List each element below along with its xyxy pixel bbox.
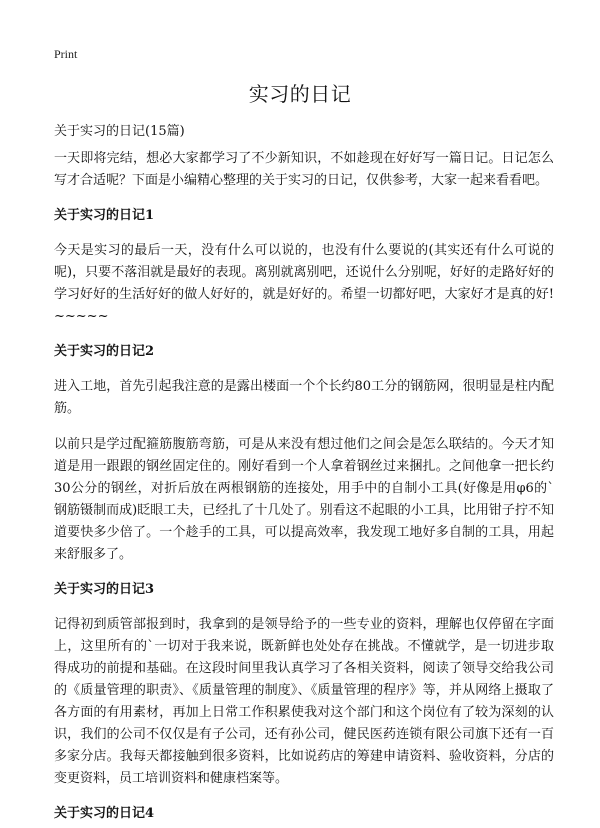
- section-heading: 关于实习的日记2: [54, 344, 155, 359]
- section-3: [54, 580, 554, 790]
- document-body: [54, 148, 554, 828]
- document-title: 实习的日记: [248, 82, 352, 106]
- section-paragraph: 以前只是学过配箍筋腹筋弯筋，可是从来没有想过他们之间会是怎么联结的。今天才知道是用一跟跟的钢丝固定住的。刚好看到一个人拿着钢丝过来捆扎。之间他拿一把长约30公分的钢丝，对折后放在两根钢筋的连接处，用手中的自制小工具(好像是用φ6的`钢筋镊制而成)眨眼工夫，已经扎了十几处了。别看这不起眼的小工具，比用钳子拧不知道要快多少倍了。一个趁手的工具，可以提高效率，我发现工地好多自制的工具，用起来舒服多了。: [54, 437, 554, 562]
- intro-paragraph: 一天即将完结，想必大家都学习了不少新知识，不如趁现在好好写一篇日记。日记怎么写才合适呢？下面是小编精心整理的关于实习的日记，仅供参考，大家一起来看看吧。: [54, 151, 554, 188]
- document-subtitle: 关于实习的日记(15篇): [54, 124, 185, 139]
- section-heading: 关于实习的日记3: [54, 582, 155, 597]
- section-1: [54, 206, 554, 328]
- section-4: [54, 804, 554, 824]
- section-paragraph: 进入工地，首先引起我注意的是露出楼面一个个长约80工分的钢筋网，很明显是柱内配筋。: [54, 379, 554, 416]
- print-label[interactable]: Print: [54, 47, 78, 61]
- section-heading: 关于实习的日记1: [54, 208, 155, 223]
- section-2: [54, 342, 554, 566]
- section-heading: 关于实习的日记4: [54, 806, 155, 821]
- section-paragraph: 今天是实习的最后一天，没有什么可以说的，也没有什么要说的(其实还有什么可说的呢)，只要不落泪就是最好的表现。离别就离别吧，还说什么分别呢，好好的走路好好的学习好好的生活好好的做人好好的，就是好好的。希望一切都好吧，大家好才是真的好!~~~~~: [54, 243, 554, 324]
- section-paragraph: 记得初到质管部报到时，我拿到的是领导给予的一些专业的资料，理解也仅停留在字面上，这里所有的`一切对于我来说，既新鲜也处处存在挑战。不懂就学，是一切进步取得成功的前提和基础。在这段时间里我认真学习了各相关资料，阅读了领导交给我公司的《质量管理的职责》、《质量管理的制度》、《质量管理的程序》等，并从网络上摄取了各方面的有用素材，再加上日常工作积累使我对这个部门和这个岗位有了较为深刻的认识，我们的公司不仅仅是有子公司，还有孙公司，健民医药连锁有限公司旗下还有一百多家分店。我每天都接触到很多资料，比如说药店的筹建申请资料、验收资料，分店的变更资料，员工培训资料和健康档案等。: [54, 617, 554, 786]
